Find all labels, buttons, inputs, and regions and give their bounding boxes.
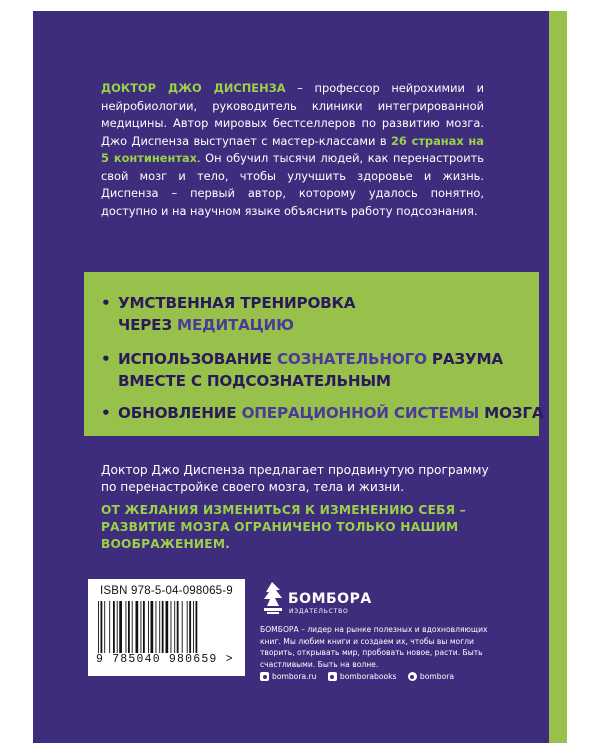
feature-item-3 [101,402,543,424]
feature-line: УМСТВЕННАЯ ТРЕНИРОВКА [118,294,356,312]
bullet-dot: • [101,294,111,312]
barcode-panel [88,579,245,676]
social-link-youtube[interactable] [408,672,454,681]
publisher-name: БОМБОРА [288,591,372,607]
barcode-digits: 9 785040 980659 > [96,653,234,666]
book-motto: ОТ ЖЕЛАНИЯ ИЗМЕНИТЬСЯ К ИЗМЕНЕНИЮ СЕБЯ – РАЗВИТИЕ МОЗГА ОГРАНИЧЕНО ТОЛЬКО НАШИМ ВООБРАЖЕНИЕМ. [101,503,466,551]
bio-highlight: 26 странах на 5 континентах [101,133,484,165]
social-links [260,672,492,683]
feature-text: ОБНОВЛЕНИЕ [118,404,242,422]
feature-item-1 [101,292,355,336]
social-link-vk[interactable] [328,672,397,681]
social-link-instagram[interactable] [260,672,316,681]
vk-icon [328,672,337,681]
feature-text: МОЗГА [479,404,544,422]
author-name: ДОКТОР ДЖО ДИСПЕНЗА [101,81,286,95]
social-label: bombora [419,672,454,681]
feature-line: ВМЕСТЕ С ПОДСОЗНАТЕЛЬНЫМ [118,372,391,390]
barcode-icon [98,601,236,653]
bio-text-2: . Он обучил тысячи людей, как перенастроить свой мозг и тело, чтобы улучшить здоровье и жизнь. Диспенза – первый автор, которому удалось понятно, доступно и на научном языке объяснить работу подсознания. [101,151,484,218]
book-description: Доктор Джо Диспенза предлагает продвинутую программу по перенастройке своего мозга, тела и жизни. [101,463,489,494]
isbn-text: ISBN 978-5-04-098065-9 [100,585,233,597]
feature-emphasis: ОПЕРАЦИОННОЙ СИСТЕМЫ [241,404,480,422]
bio-text-1: – профессор нейрохимии и нейробиологии, руководитель клиники интегрированной медицины. Автор мировых бестселлеров по развитию мозга. Джо Диспенза выступает с мастер-классами в [101,81,484,148]
feature-item-2 [101,348,503,392]
instagram-icon [260,672,269,681]
social-label: bombora.ru [272,672,317,681]
feature-line [118,314,355,336]
bullet-dot: • [101,350,111,368]
feature-text: ИСПОЛЬЗОВАНИЕ [118,350,277,368]
social-label: bomborabooks [339,672,397,681]
feature-emphasis: МЕДИТАЦИЮ [177,316,294,334]
spine-stripe [549,11,567,743]
feature-text: РАЗУМА [426,350,503,368]
publisher-description: БОМБОРА – лидер на рынке полезных и вдохновляющих книг. Мы любим книги и создаем их, чтобы вы могли творить, открывать мир, пробовать новое, расти. Быть счастливыми. Быть на волне. [260,625,488,669]
feature-line [118,348,503,370]
youtube-icon [408,672,417,681]
bullet-dot: • [101,404,111,422]
author-bio [101,80,484,220]
feature-emphasis: СОЗНАТЕЛЬНОГО [276,350,427,368]
publisher-subtitle: ИЗДАТЕЛЬСТВО [289,608,349,615]
bombora-logo-icon [258,580,288,616]
feature-text: ЧЕРЕЗ [118,316,178,334]
feature-line [118,402,543,424]
